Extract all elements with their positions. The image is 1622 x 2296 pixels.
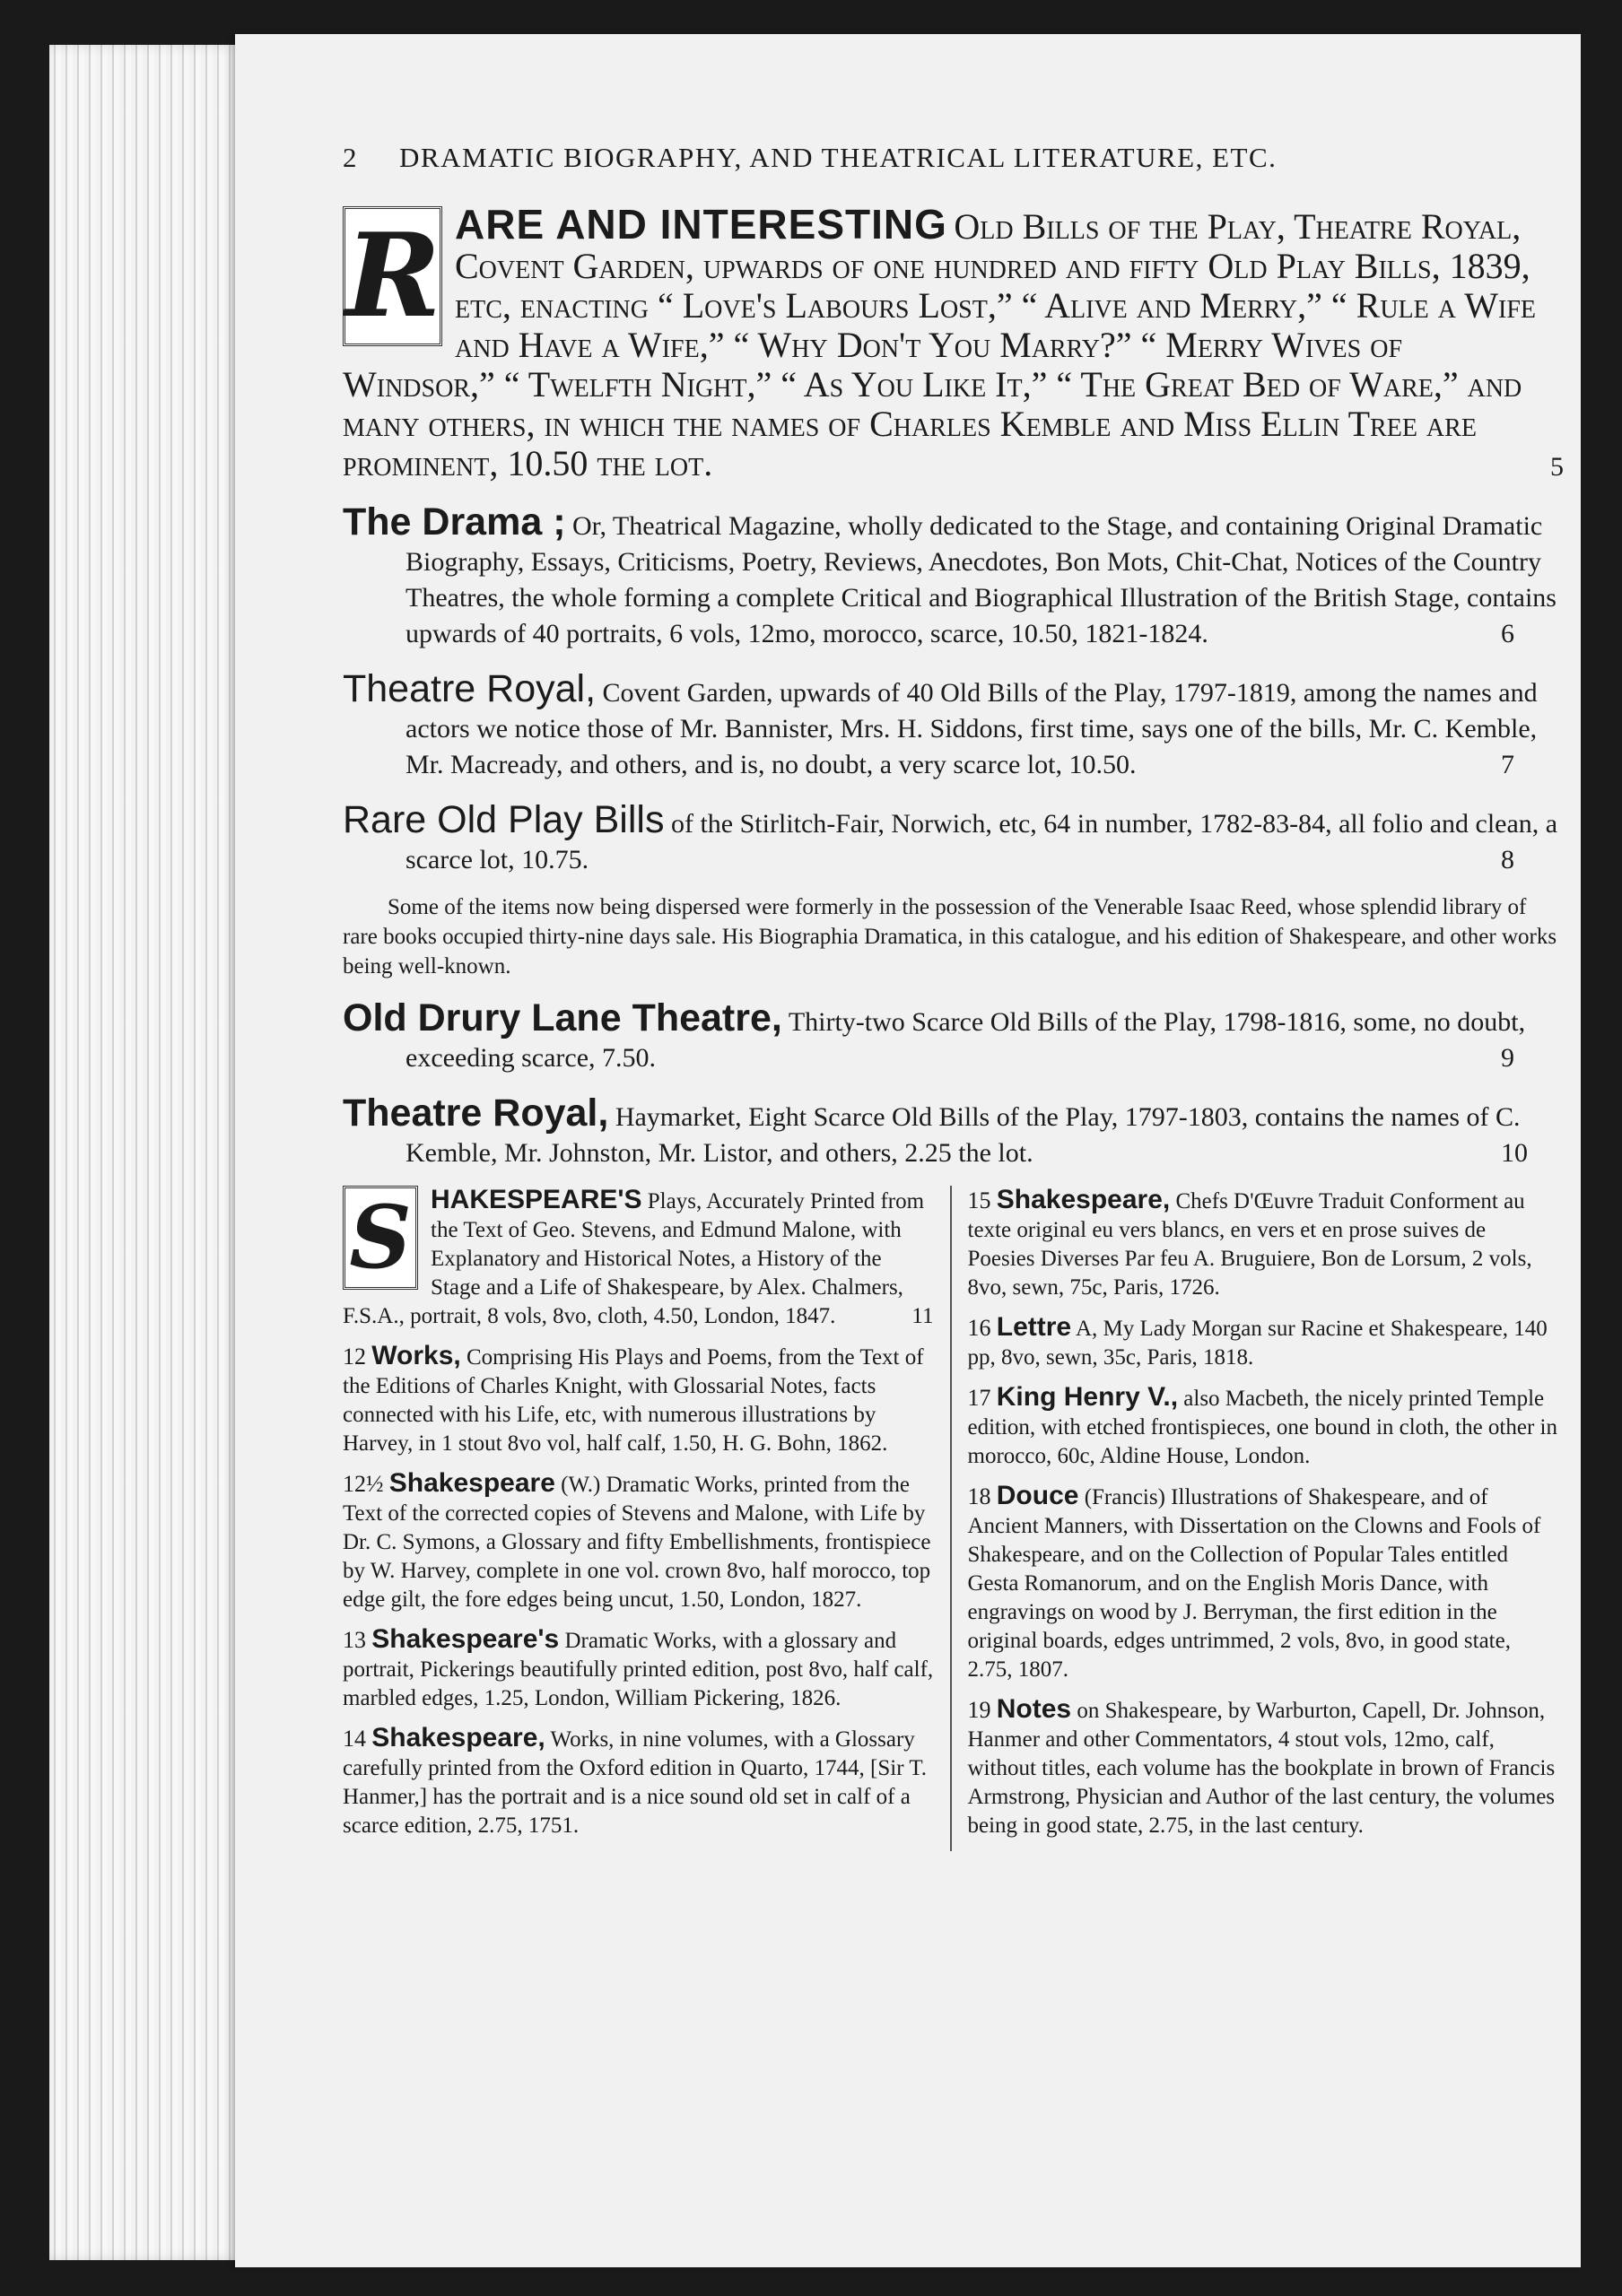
lot-12-half — [343, 1469, 934, 1614]
drop-cap-r: R — [343, 206, 442, 346]
entry-lead: Theatre Royal, — [343, 1091, 609, 1135]
running-head-title: DRAMATIC BIOGRAPHY, AND THEATRICAL LITERATURE, ETC. — [399, 142, 1278, 173]
lot-number: 5 — [1550, 452, 1564, 482]
entry-text: Thirty-two Scarce Old Bills of the Play, 1798-1816, some, no doubt, exceeding scarce, 7.50. — [406, 1007, 1526, 1073]
item-keyword: Notes — [996, 1694, 1072, 1724]
entry-5 — [343, 201, 1564, 485]
lot-16 — [968, 1313, 1559, 1372]
lot-11 — [343, 1186, 934, 1331]
item-text: Plays, Accurately Printed from the Text of Geo. Stevens, and Edmund Malone, with Explanatory and Historical Notes, a History of the Stage and a Life of Shakespeare, by Alex. Chalmers, F.S.A., portrait, 8 vols, 8vo, cloth, 4.50, London, 1847. — [343, 1189, 925, 1328]
item-text: (Francis) Illustrations of Shakespeare, and of Ancient Manners, with Dissertation on the Clowns and Fools of Shakespeare, and on the Collection of Popular Tales entitled Gesta Romanorum, and on the English Moris Dance, with engravings on wood by J. Berryman, the first edition in the original boards, edges untrimmed, 2 vols, 8vo, in good state, 2.75, 1807. — [967, 1485, 1541, 1682]
item-keyword: Shakespeare, — [996, 1185, 1171, 1214]
lot-12 — [343, 1342, 934, 1458]
item-text: Works, in nine volumes, with a Glossary carefully printed from the Oxford edition in Quarto, 1744, [Sir T. Hanmer,] has the portrait and is a nice sound old set in calf of a scarce edition, 2.75, 1751. — [343, 1727, 928, 1838]
lot-number: 15 — [967, 1187, 991, 1213]
lot-number: 17 — [967, 1385, 991, 1411]
item-text: Chefs D'Œuvre Traduit Conforment au texte original eu vers blancs, en vers et en prose suives de Poesies Diverses Par feu A. Bruguiere, Bon de Lorsum, 2 vols, 8vo, sewn, 75c, Paris, 1726. — [967, 1189, 1532, 1300]
entry-6: The Drama ; Or, Theatrical Magazine, wholly dedicated to the Stage, and containing Original Dramatic Biography, Essays, Criticisms, Poetry, Reviews, Anecdotes, Bon Mots, Chit-Chat, Notices of the Country Theatres, the whole forming a complete Critical and Biographical Illustration of the British Stage, contains upwards of 40 portraits, 6 vols, 12mo, morocco, scarce, 10.50, 1821-1824. 6 — [343, 500, 1557, 648]
item-text: Dramatic Works, with a glossary and portrait, Pickerings beautifully printed edition, post 8vo, half calf, marbled edges, 1.25, London, William Pickering, 1826. — [343, 1629, 934, 1710]
lot-19 — [968, 1695, 1559, 1840]
item-keyword: HAKESPEARE'S — [431, 1185, 642, 1214]
running-head — [343, 142, 1558, 174]
entry-9: Old Drury Lane Theatre, Thirty-two Scarce Old Bills of the Play, 1798-1816, some, no doubt, exceeding scarce, 7.50. 9 — [343, 996, 1526, 1073]
reed-provenance-note: Some of the items now being dispersed were formerly in the possession of the Venerable Isaac Reed, whose splendid library of rare books occupied thirty-nine days sale. His Biographia Dramatica, in this catalogue, and his edition of Shakespeare, and other works being well-known. — [343, 895, 1557, 978]
entry-text: of the Stirlitch-Fair, Norwich, etc, 64 in number, 1782-83-84, all folio and clean, a scarce lot, 10.75. — [406, 809, 1558, 874]
two-column-listing — [343, 1186, 1558, 1851]
item-keyword: Shakespeare, — [371, 1723, 545, 1752]
lot-17 — [968, 1383, 1559, 1471]
item-keyword: Works, — [371, 1341, 461, 1370]
catalogue-page — [235, 34, 1581, 2267]
lot-14 — [343, 1724, 934, 1840]
lot-number: 16 — [967, 1315, 991, 1341]
lot-number: 11 — [911, 1304, 934, 1328]
entry-10: Theatre Royal, Haymarket, Eight Scarce Old Bills of the Play, 1797-1803, contains the names of C. Kemble, Mr. Johnston, Mr. Listor, and others, 2.25 the lot. 10 — [343, 1091, 1528, 1168]
item-text: (W.) Dramatic Works, printed from the Text of the corrected copies of Stevens and Malone, with Life by Dr. C. Symons, a Glossary and fifty Embellishments, frontispiece by W. Harvey, complete in one vol. crown 8vo, half morocco, top edge gilt, the fore edges being uncut, 1.50, London, 1827. — [343, 1473, 931, 1612]
entry-8: Rare Old Play Bills of the Stirlitch-Fair, Norwich, etc, 64 in number, 1782-83-84, all folio and clean, a scarce lot, 10.75. 8 — [343, 798, 1558, 874]
entry-text: Or, Theatrical Magazine, wholly dedicated to the Stage, and containing Original Dramatic Biography, Essays, Criticisms, Poetry, Reviews, Anecdotes, Bon Mots, Chit-Chat, Notices of the Country Theatres, the whole forming a complete Critical and Biographical Illustration of the British Stage, contains upwards of 40 portraits, 6 vols, 12mo, morocco, scarce, 10.50, 1821-1824. — [406, 511, 1557, 648]
item-keyword: Shakespeare — [388, 1468, 555, 1498]
page-number: 2 — [343, 142, 358, 173]
lot-number: 14 — [343, 1726, 366, 1752]
item-keyword: Douce — [996, 1481, 1079, 1510]
item-keyword: Lettre — [996, 1312, 1072, 1342]
lot-15 — [968, 1186, 1559, 1302]
drop-cap-s: S — [343, 1186, 418, 1290]
item-keyword: Shakespeare's — [371, 1624, 560, 1654]
item-text: also Macbeth, the nicely printed Temple edition, with etched frontispieces, one bound in cloth, the other in morocco, 60c, Aldine House, London. — [967, 1387, 1557, 1468]
lot-18 — [968, 1482, 1559, 1684]
lot-number: 13 — [343, 1627, 366, 1653]
lot-number: 19 — [967, 1697, 991, 1723]
item-keyword: King Henry V., — [996, 1382, 1179, 1412]
entry-lead: Theatre Royal, — [343, 667, 597, 710]
lot-number: 12½ — [343, 1471, 384, 1497]
lot-13 — [343, 1625, 934, 1713]
entry-lead: Old Drury Lane Theatre, — [343, 996, 782, 1039]
book-page-edges — [49, 45, 242, 2260]
item-text: A, My Lady Morgan sur Racine et Shakespeare, 140 pp, 8vo, sewn, 35c, Paris, 1818. — [967, 1317, 1548, 1370]
entry-7: Theatre Royal, Covent Garden, upwards of 40 Old Bills of the Play, 1797-1819, among the names and actors we notice those of Mr. Bannister, Mrs. H. Siddons, first time, says one of the bills, Mr. C. Kemble, Mr. Macready, and others, and is, no doubt, a very scarce lot, 10.50. 7 — [343, 667, 1538, 779]
item-text: on Shakespeare, by Warburton, Capell, Dr. Johnson, Hanmer and other Commentators, 4 stout vols, 12mo, calf, without titles, each volume has the bookplate in brown of Francis Armstrong, Physician and Author of the last century, the volumes being in good state, 2.75, in the last century. — [967, 1699, 1556, 1838]
item-text: Comprising His Plays and Poems, from the Text of the Editions of Charles Knight, with Glossarial Notes, facts connected with his Life, etc, with numerous illustrations by Harvey, in 1 stout 8vo vol, half calf, 1.50, H. G. Bohn, 1862. — [343, 1345, 924, 1456]
entry-text: Haymarket, Eight Scarce Old Bills of the Play, 1797-1803, contains the names of C. Kemble, Mr. Johnston, Mr. Listor, and others, 2.25 the lot. — [406, 1102, 1521, 1168]
entry-lead: The Drama ; — [343, 500, 566, 544]
lot-number: 18 — [967, 1483, 991, 1509]
left-column — [343, 1186, 952, 1851]
entry-lead: ARE AND INTERESTING — [455, 201, 947, 248]
entry-text: Covent Garden, upwards of 40 Old Bills of the Play, 1797-1819, among the names and actors we notice those of Mr. Bannister, Mrs. H. Siddons, first time, says one of the bills, Mr. C. Kemble, Mr. Macready, and others, and is, no doubt, a very scarce lot, 10.50. — [406, 678, 1538, 779]
entry-lead: Rare Old Play Bills — [343, 798, 665, 841]
entry-text: Old Bills of the Play, Theatre Royal, Covent Garden, upwards of one hundred and fifty Old Play Bills, 1839, etc, enacting “ Love's Labours Lost,” “ Alive and Merry,” “ Rule a Wife and Have a Wife,” “ Why Don't You Marry?” “ Merry Wives of Windsor,” “ Twelfth Night,” “ As You Like It,” “ The Great Bed of Ware,” and many others, in which the names of Charles Kemble and Miss Ellin Tree are prominent, 10.50 the lot. — [343, 206, 1536, 483]
right-column — [952, 1186, 1559, 1851]
lot-number: 12 — [343, 1344, 366, 1370]
